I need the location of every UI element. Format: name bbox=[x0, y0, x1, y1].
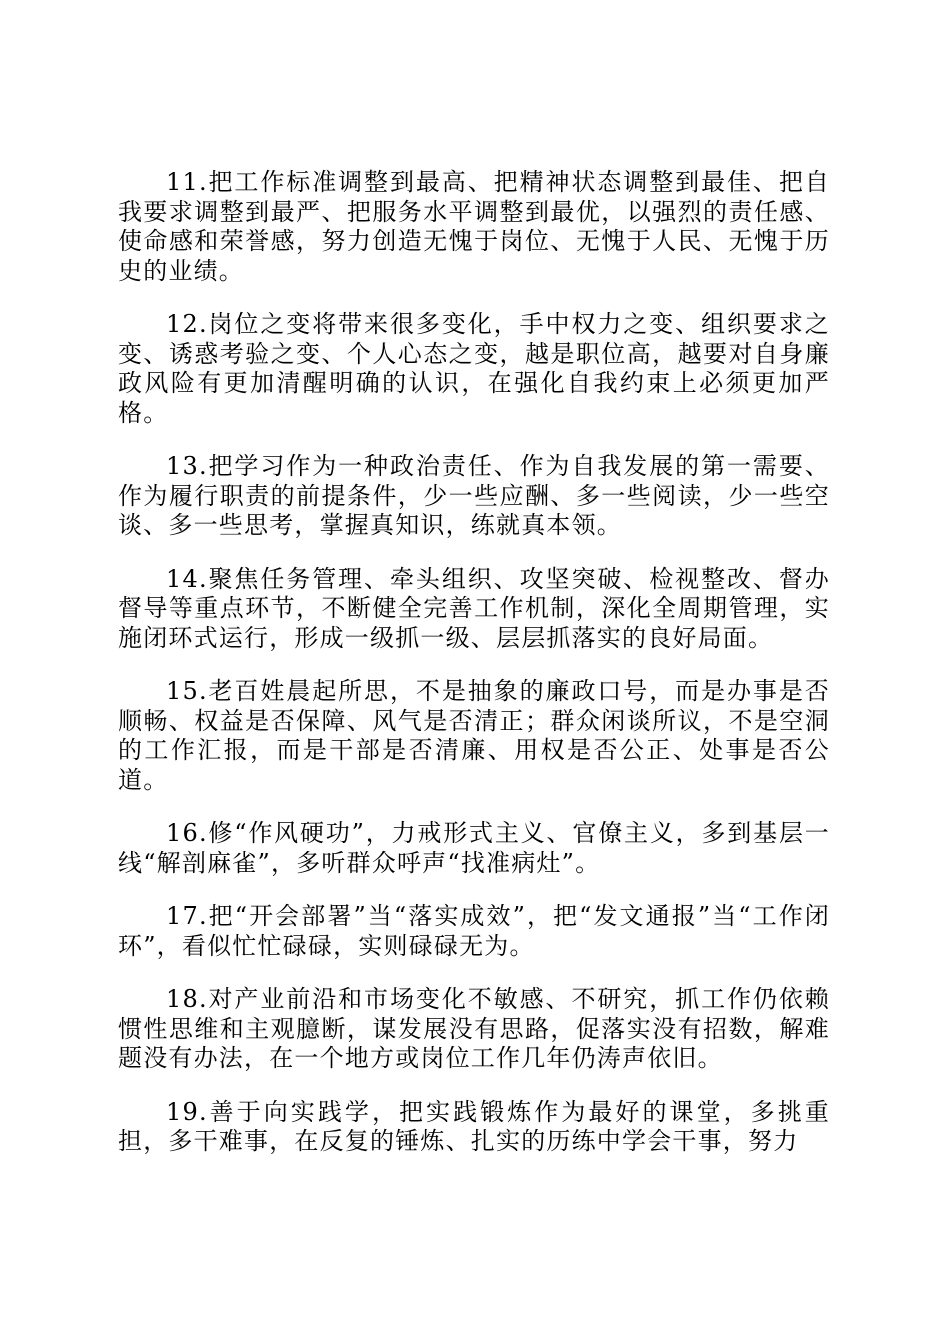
paragraph-17: 17.把“开会部署”当“落实成效”，把“发文通报”当“工作闭环”，看似忙忙碌碌，实则碌碌无为。 bbox=[118, 902, 830, 960]
paragraph-18: 18.对产业前沿和市场变化不敏感、不研究，抓工作仍依赖惯性思维和主观臆断，谋发展没有思路，促落实没有招数，解难题没有办法，在一个地方或岗位工作几年仍涛声依旧。 bbox=[118, 985, 830, 1072]
paragraph-11: 11.把工作标准调整到最高、把精神状态调整到最佳、把自我要求调整到最严、把服务水平调整到最优，以强烈的责任感、使命感和荣誉感，努力创造无愧于岗位、无愧于人民、无愧于历史的业绩。 bbox=[118, 168, 830, 285]
paragraph-12: 12.岗位之变将带来很多变化，手中权力之变、组织要求之变、诱惑考验之变、个人心态之变，越是职位高，越要对自身廉政风险有更加清醒明确的认识，在强化自我约束上必须更加严格。 bbox=[118, 310, 830, 427]
paragraph-14: 14.聚焦任务管理、牵头组织、攻坚突破、检视整改、督办督导等重点环节，不断健全完善工作机制，深化全周期管理，实施闭环式运行，形成一级抓一级、层层抓落实的良好局面。 bbox=[118, 564, 830, 652]
document-body bbox=[118, 168, 830, 1181]
paragraph-19: 19.善于向实践学，把实践锻炼作为最好的课堂，多挑重担，多干难事，在反复的锤炼、扎实的历练中学会干事，努力 bbox=[118, 1097, 830, 1155]
paragraph-16: 16.修“作风硬功”，力戒形式主义、官僚主义，多到基层一线“解剖麻雀”，多听群众呼声“找准病灶”。 bbox=[118, 819, 830, 877]
paragraph-15: 15.老百姓晨起所思，不是抽象的廉政口号，而是办事是否顺畅、权益是否保障、风气是否清正；群众闲谈所议，不是空洞的工作汇报，而是干部是否清廉、用权是否公正、处事是否公道。 bbox=[118, 677, 830, 794]
paragraph-13: 13.把学习作为一种政治责任、作为自我发展的第一需要、作为履行职责的前提条件，少一些应酬、多一些阅读，少一些空谈、多一些思考，掌握真知识，练就真本领。 bbox=[118, 452, 830, 539]
